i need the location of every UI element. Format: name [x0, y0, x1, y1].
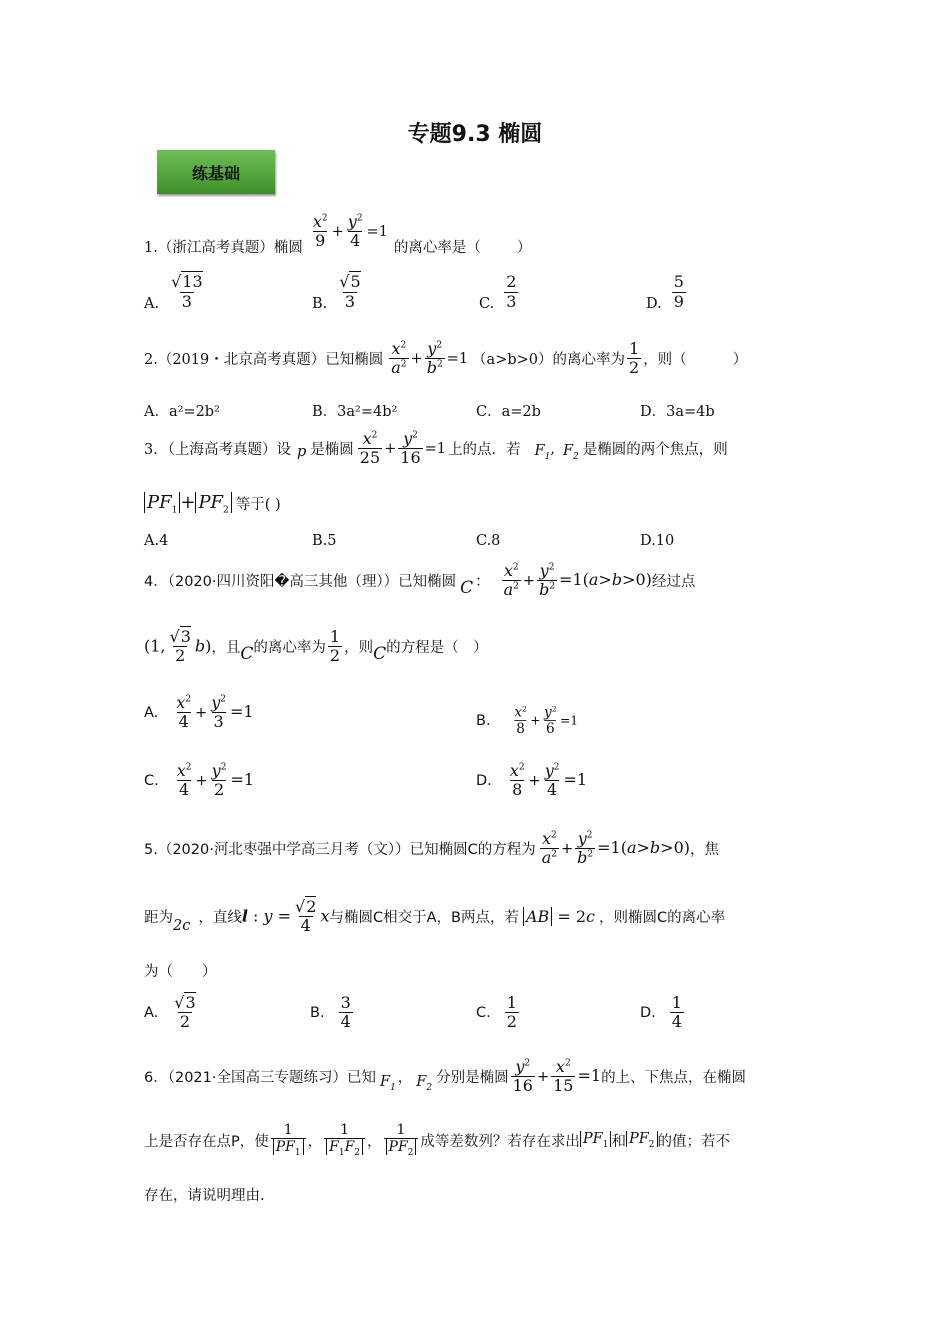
- q1-option-b: B. $\frac{√5}{3}$: [312, 272, 361, 312]
- page-title: 专题9.3 椭圆: [407, 122, 543, 147]
- option-label: C.: [144, 772, 159, 789]
- question-4-line2: (1, $\frac{√3}{2}$ b) ，且 C 的离心率为 $\frac{1}{2}$ ，则 C 的方程是（ ）: [144, 627, 488, 666]
- q5-line2-b: ，直线: [198, 910, 242, 927]
- q1-paren-close: ）: [516, 240, 532, 256]
- q4-option-a: A. $\frac{x^2}{4}$ + $\frac{y^2}{3}$ =1: [144, 693, 254, 732]
- q5-suffix: ，焦: [690, 842, 719, 859]
- q4-option-b: B. $\frac{x^2}{8}$ + $\frac{y^2}{6}$ =1: [476, 703, 578, 737]
- q5-option-d: D. $\frac{1}{4}$: [640, 993, 682, 1032]
- q6-line2-b: 成等差数列？若存在求出: [420, 1133, 580, 1150]
- q2-option-b: B．3a²=4b²: [312, 404, 398, 420]
- question-2: 2.（2019・北京高考真题）已知椭圆 $\frac{x^2}{a^2}$ + $\frac{y^2}{b^2}$ =1 （a>b>0）的离心率为 $\frac{1}{2}$ ，则（ ）: [144, 339, 748, 378]
- q2-paren-close: ）: [732, 352, 748, 369]
- q3-mid2: 上的点．若: [448, 442, 521, 459]
- option-label: B.: [312, 296, 328, 312]
- q4-equation: $\frac{x^2}{a^2}$ + $\frac{y^2}{b^2}$ =1(a>b>0): [503, 561, 652, 600]
- option-label: C.: [476, 1004, 491, 1021]
- q4-mid1: 经过点: [651, 574, 696, 591]
- option-label: B.: [310, 1004, 325, 1021]
- q1-equation: $\frac{x^2}{9}$ + $\frac{y^2}{4}$ =1: [312, 211, 388, 250]
- option-label: D.: [646, 296, 662, 312]
- q2-option-a: A．a²=2b²: [144, 404, 220, 420]
- q5-prefix: 5.（2020·河北枣强中学高三月考（文））已知椭圆C的方程为: [144, 842, 536, 859]
- q5-line2-c: 与椭圆C相交于A，B两点，若: [329, 910, 519, 927]
- option-label: D.: [476, 772, 492, 789]
- q2-equation: $\frac{x^2}{a^2}$ + $\frac{y^2}{b^2}$ =1: [391, 339, 469, 378]
- q6-mid2: 的上、下焦点，在椭圆: [601, 1070, 747, 1087]
- section-badge: 练基础: [157, 150, 275, 194]
- q5-line3: 为（ ）: [144, 964, 217, 980]
- q1-suffix: 的离心率是（: [393, 240, 481, 256]
- q6-prefix: 6．（2021·全国高三专题练习）已知: [144, 1070, 376, 1087]
- question-4: 4．（2020·四川资阳�高三其他（理））已知椭圆 C ： $\frac{x^2}{a^2}$ + $\frac{y^2}{b^2}$ =1(a>b>0) 经过点: [144, 561, 696, 600]
- q5-option-a: A. $\frac{√3}{2}$: [144, 993, 196, 1032]
- q5-option-c: C. $\frac{1}{2}$: [476, 993, 517, 1032]
- q2-suffix: ，则（: [643, 352, 687, 369]
- q3-option-d: D.10: [640, 533, 675, 549]
- option-label: A.: [144, 296, 160, 312]
- q6-equation: $\frac{y^2}{16}$ + $\frac{x^2}{15}$ =1: [512, 1057, 602, 1096]
- q3-option-a: A.4: [144, 533, 169, 549]
- option-label: A.: [144, 704, 159, 721]
- q4-option-d: D. $\frac{x^2}{8}$ + $\frac{y^2}{4}$ =1: [476, 761, 588, 800]
- option-label: D.: [640, 1004, 656, 1021]
- q3-prefix: 3．（上海高考真题）设: [144, 442, 291, 459]
- question-3: 3．（上海高考真题）设 p 是椭圆 $\frac{x^2}{25}$ + $\frac{y^2}{16}$ =1 上的点．若 $F_1$ , $F_2$ 是椭圆的两个焦点，则: [144, 429, 728, 468]
- q4-line2-d: 的方程是（ ）: [386, 640, 488, 657]
- q2-condition: （a>b>0）的离心率为: [472, 352, 625, 369]
- q6-line3: 存在，请说明理由.: [144, 1188, 265, 1204]
- q1-option-c: C. $\frac{2}{3}$: [479, 272, 517, 312]
- q4-prefix: 4．（2020·四川资阳�高三其他（理））已知椭圆: [144, 574, 457, 591]
- q5-option-b: B. $\frac{3}{4}$: [310, 993, 351, 1032]
- question-1: [144, 206, 531, 257]
- q5-line2-a: 距为: [144, 910, 173, 927]
- q1-option-a: A. $\frac{√13}{3}$: [144, 272, 203, 312]
- q3-mid3: 是椭圆的两个焦点，则: [582, 442, 728, 459]
- q2-option-d: D．3a=4b: [640, 404, 715, 420]
- q1-prefix: 1.（浙江高考真题）椭圆: [144, 240, 303, 256]
- question-6-line2: 上是否存在点P，使 $\frac{1}{PF_1}$ ， $\frac{1}{F_1F_2}$ ， $\frac{1}{PF_2}$ 成等差数列？若存在求出 $PF_1$ 和 $PF_2$ 的值；若不: [144, 1122, 731, 1158]
- q5-line2-d: ，则椭圆C的离心率: [599, 910, 726, 927]
- question-3-line2: $PF_1 + PF_2$ 等于( ): [144, 492, 281, 516]
- q6-line2-c: 和: [611, 1133, 626, 1150]
- question-5-line2: 距为 2c ，直线 l : y = $\frac{√2}{4}$ x 与椭圆C相交于A，B两点，若 AB = 2c ，则椭圆C的离心率: [144, 897, 726, 936]
- option-label: A.: [144, 1004, 159, 1021]
- q3-mid1: 是椭圆: [310, 442, 354, 459]
- q6-line2-d: 的值；若不: [657, 1133, 731, 1150]
- q3-option-b: B.5: [312, 533, 337, 549]
- option-label: C.: [479, 296, 495, 312]
- option-label: B.: [476, 712, 491, 729]
- q6-mid1: 分别是椭圆: [436, 1070, 509, 1087]
- q2-prefix: 2.（2019・北京高考真题）已知椭圆: [144, 352, 384, 369]
- q3-line2-suffix: 等于( ): [235, 497, 281, 514]
- question-6: 6．（2021·全国高三专题练习）已知 $F_1$ ， $F_2$ 分别是椭圆 $\frac{y^2}{16}$ + $\frac{x^2}{15}$ =1 的上、下焦点，在椭圆: [144, 1057, 747, 1096]
- q1-option-d: D. $\frac{5}{9}$: [646, 272, 684, 312]
- question-5: [144, 830, 719, 868]
- q4-line2-c: ，则: [344, 640, 374, 657]
- q4-line2-a: ，且: [211, 640, 241, 657]
- q3-option-c: C.8: [476, 533, 501, 549]
- q4-line2-b: 的离心率为: [253, 640, 326, 657]
- q6-line2-a: 上是否存在点P，使: [144, 1133, 269, 1150]
- q4-option-c: C. $\frac{x^2}{4}$ + $\frac{y^2}{2}$ =1: [144, 761, 255, 800]
- q3-equation: $\frac{x^2}{25}$ + $\frac{y^2}{16}$ =1: [359, 429, 447, 468]
- q5-equation: $\frac{x^2}{a^2}$ + $\frac{y^2}{b^2}$ =1(a>b>0): [541, 829, 690, 868]
- q2-option-c: C．a=2b: [476, 404, 541, 420]
